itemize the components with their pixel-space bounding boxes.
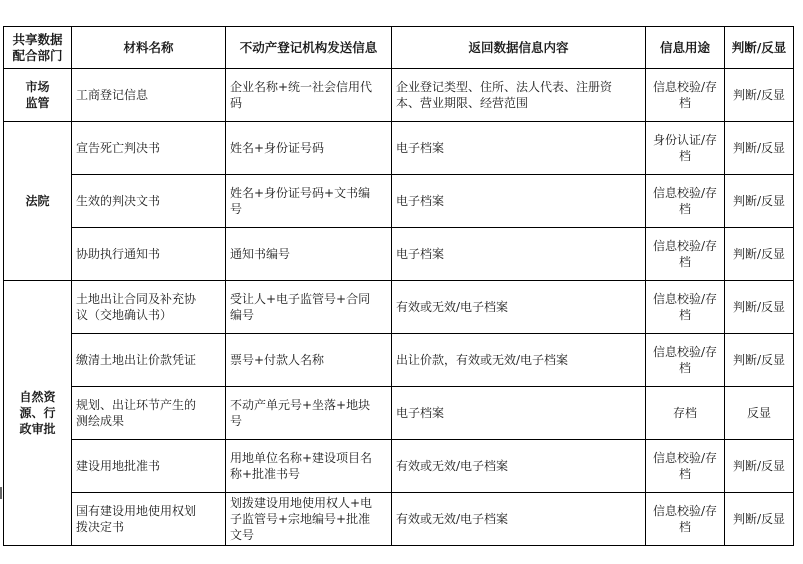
table-row <box>4 228 794 281</box>
judge-cell: 判断/反显 <box>725 228 794 281</box>
header-material: 材料名称 <box>72 27 226 69</box>
table-row <box>4 440 794 493</box>
dept-cell: 自然资 源、行 政审批 <box>4 281 72 546</box>
returned-cell: 电子档案 <box>392 228 646 281</box>
table-row <box>4 122 794 175</box>
table-row <box>4 387 794 440</box>
usage-cell: 信息校验/存 档 <box>646 69 725 122</box>
judge-cell: 判断/反显 <box>725 281 794 334</box>
sent-cell: 划拨建设用地使用权人+电 子监管号+宗地编号+批准 文号 <box>226 493 392 546</box>
material-cell: 国有建设用地使用权划 拨决定书 <box>72 493 226 546</box>
usage-cell: 存档 <box>646 387 725 440</box>
sent-cell: 姓名+身份证号码 <box>226 122 392 175</box>
judge-cell: 判断/反显 <box>725 122 794 175</box>
material-cell: 土地出让合同及补充协 议（交地确认书） <box>72 281 226 334</box>
material-cell: 宣告死亡判决书 <box>72 122 226 175</box>
judge-cell: 判断/反显 <box>725 175 794 228</box>
returned-cell: 电子档案 <box>392 387 646 440</box>
header-usage: 信息用途 <box>646 27 725 69</box>
sent-cell: 用地单位名称+建设项目名 称+批准书号 <box>226 440 392 493</box>
usage-cell: 身份认证/存 档 <box>646 122 725 175</box>
usage-cell: 信息校验/存 档 <box>646 334 725 387</box>
sent-cell: 通知书编号 <box>226 228 392 281</box>
returned-cell: 出让价款，有效或无效/电子档案 <box>392 334 646 387</box>
returned-cell: 有效或无效/电子档案 <box>392 493 646 546</box>
sent-cell: 受让人+电子监管号+合同 编号 <box>226 281 392 334</box>
material-cell: 协助执行通知书 <box>72 228 226 281</box>
usage-cell: 信息校验/存 档 <box>646 175 725 228</box>
table-row <box>4 493 794 546</box>
table-row <box>4 175 794 228</box>
usage-cell: 信息校验/存 档 <box>646 440 725 493</box>
data-sharing-table <box>3 26 794 546</box>
table-container <box>3 26 793 546</box>
judge-cell: 判断/反显 <box>725 334 794 387</box>
header-sent: 不动产登记机构发送信息 <box>226 27 392 69</box>
header-row <box>4 27 794 69</box>
returned-cell: 有效或无效/电子档案 <box>392 281 646 334</box>
sent-cell: 不动产单元号+坐落+地块 号 <box>226 387 392 440</box>
judge-cell: 反显 <box>725 387 794 440</box>
usage-cell: 信息校验/存 档 <box>646 493 725 546</box>
returned-cell: 电子档案 <box>392 175 646 228</box>
sent-cell: 企业名称+统一社会信用代 码 <box>226 69 392 122</box>
dept-cell: 法院 <box>4 122 72 281</box>
material-cell: 规划、出让环节产生的 测绘成果 <box>72 387 226 440</box>
dept-cell: 市场 监管 <box>4 69 72 122</box>
returned-cell: 企业登记类型、住所、法人代表、注册资 本、营业期限、经营范围 <box>392 69 646 122</box>
judge-cell: 判断/反显 <box>725 493 794 546</box>
sent-cell: 姓名+身份证号码+文书编 号 <box>226 175 392 228</box>
table-row <box>4 69 794 122</box>
header-judge: 判断/反显 <box>725 27 794 69</box>
material-cell: 建设用地批准书 <box>72 440 226 493</box>
material-cell: 工商登记信息 <box>72 69 226 122</box>
sent-cell: 票号+付款人名称 <box>226 334 392 387</box>
header-returned: 返回数据信息内容 <box>392 27 646 69</box>
judge-cell: 判断/反显 <box>725 69 794 122</box>
returned-cell: 电子档案 <box>392 122 646 175</box>
usage-cell: 信息校验/存 档 <box>646 228 725 281</box>
judge-cell: 判断/反显 <box>725 440 794 493</box>
header-dept: 共享数据 配合部门 <box>4 27 72 69</box>
table-row <box>4 281 794 334</box>
table-row <box>4 334 794 387</box>
material-cell: 缴清土地出让价款凭证 <box>72 334 226 387</box>
returned-cell: 有效或无效/电子档案 <box>392 440 646 493</box>
material-cell: 生效的判决文书 <box>72 175 226 228</box>
usage-cell: 信息校验/存 档 <box>646 281 725 334</box>
margin-mark <box>0 487 2 499</box>
